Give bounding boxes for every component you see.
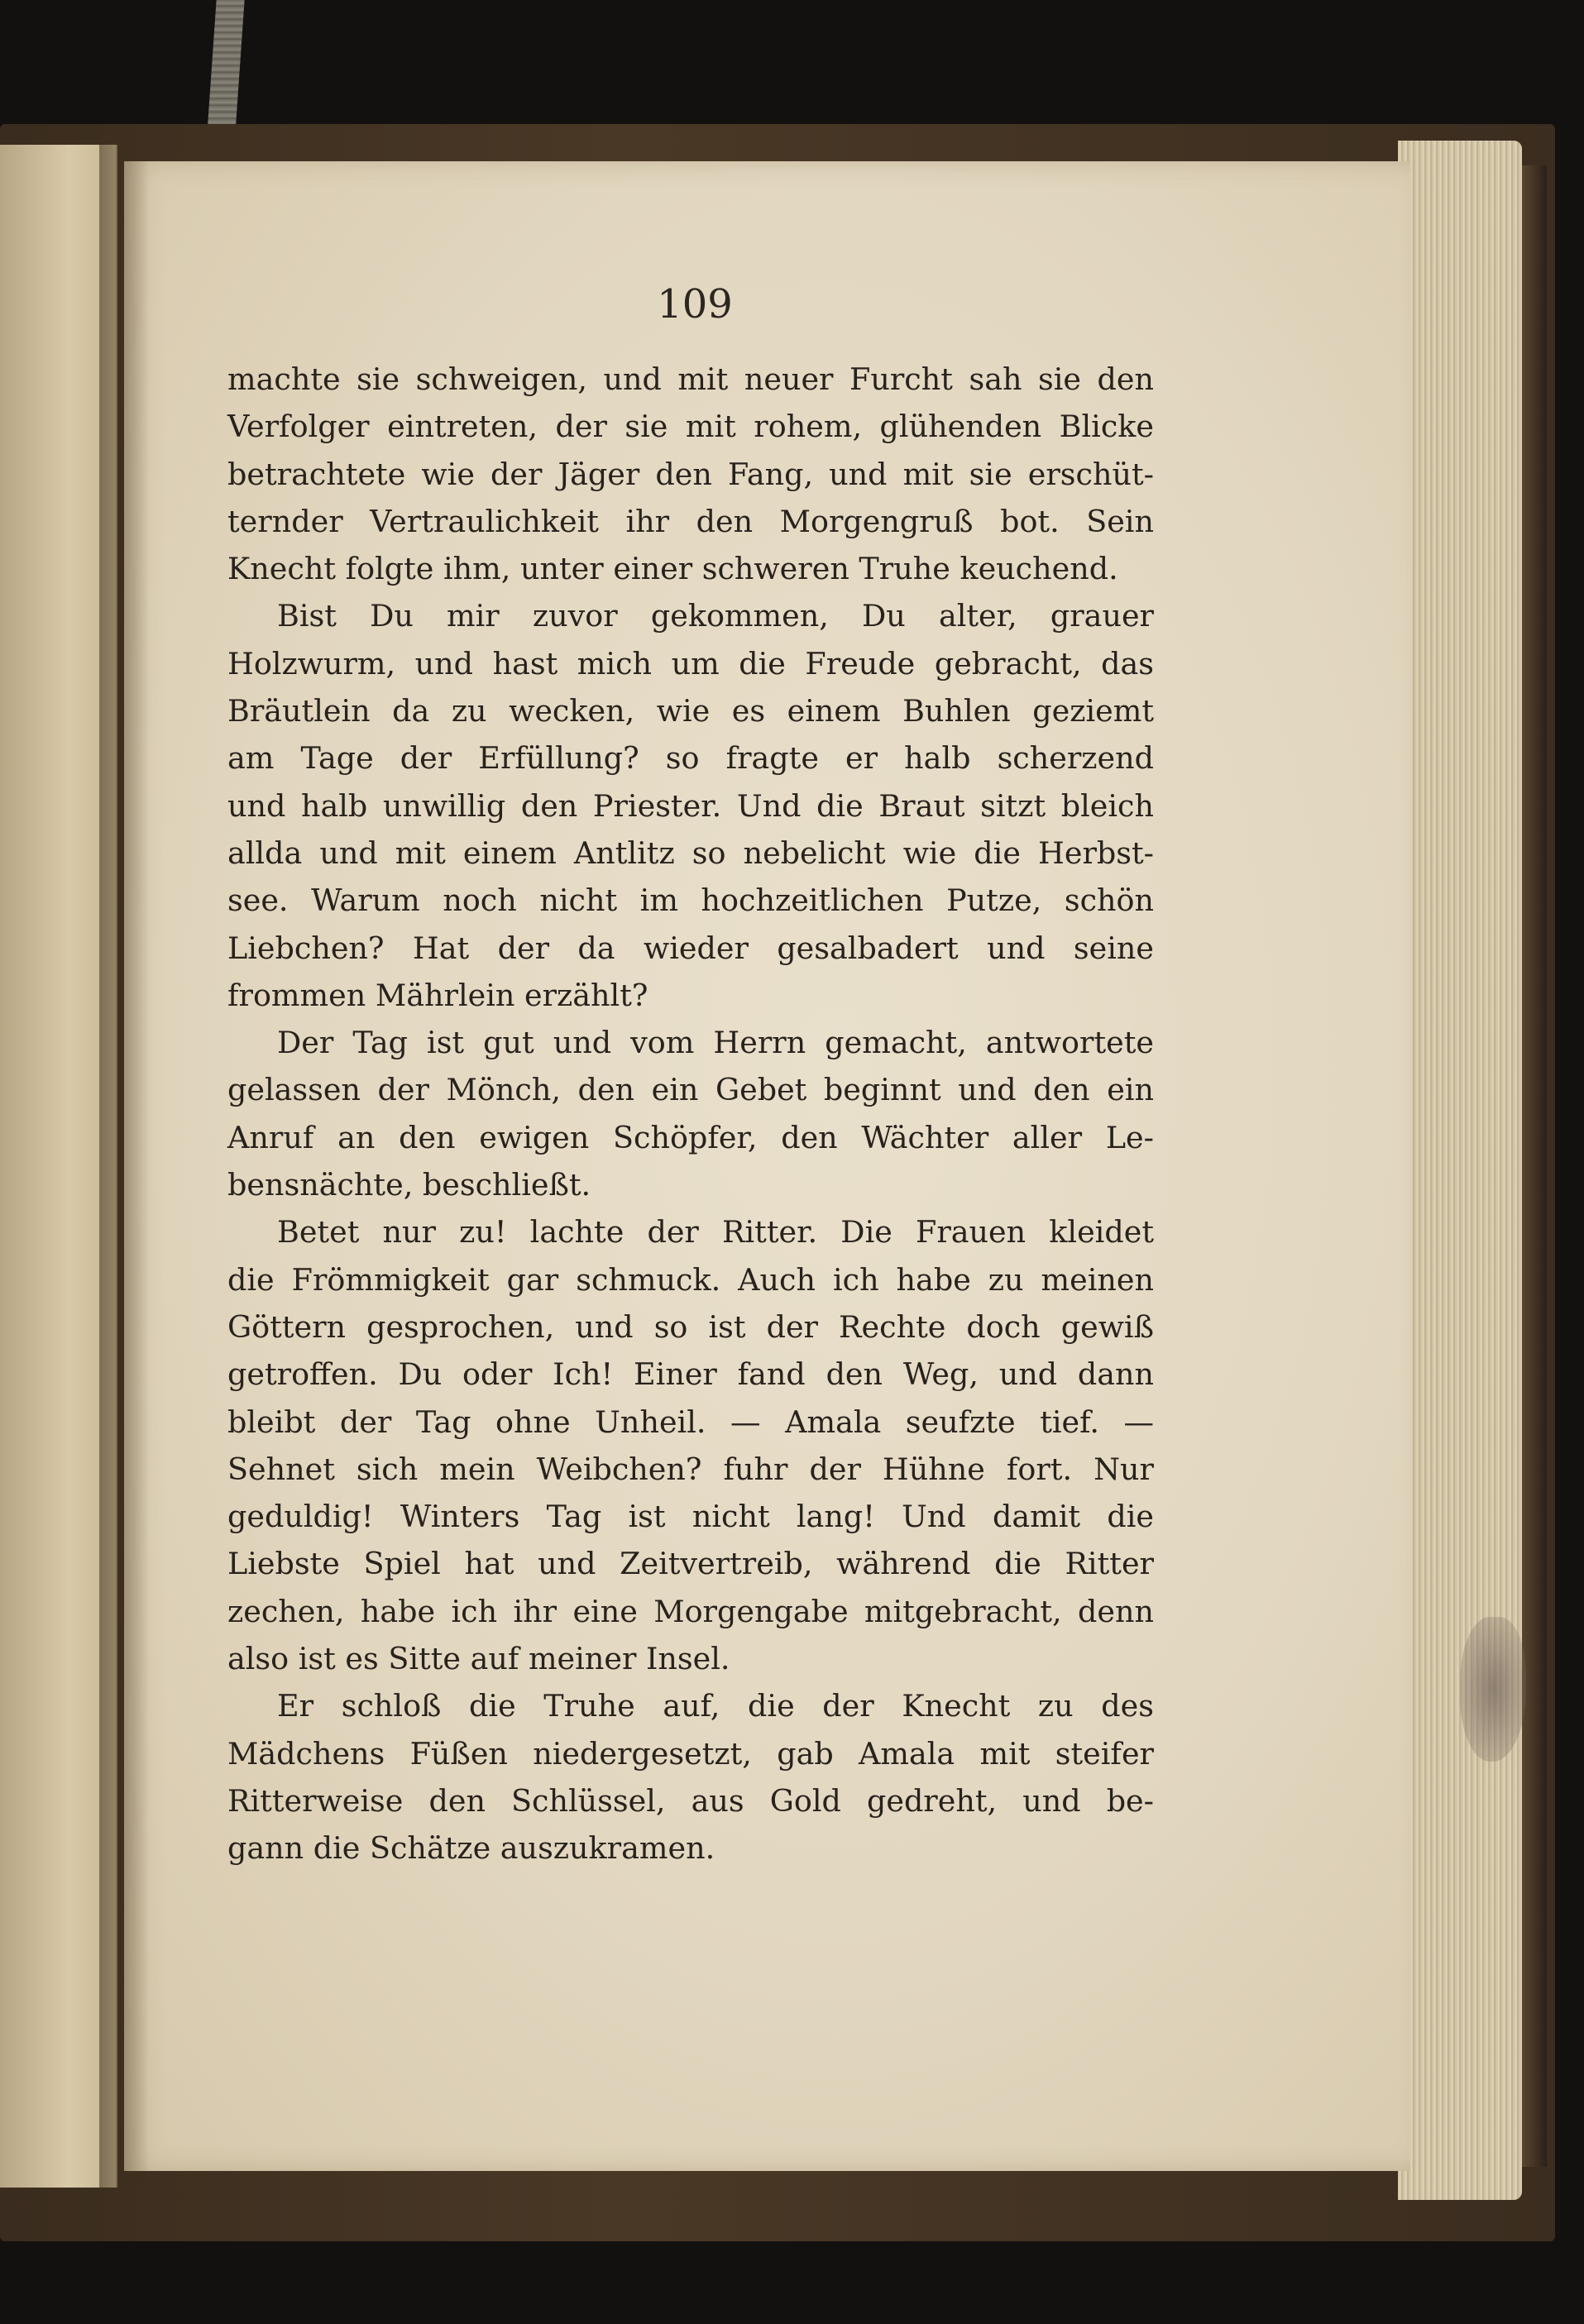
text-line: Bist Du mir zuvor gekommen, Du alter, grauer [277, 598, 1154, 634]
text-line: zechen, habe ich ihr eine Morgengabe mitgebracht, denn [227, 1593, 1154, 1629]
text-line: machte sie schweigen, und mit neuer Furcht sah sie den [227, 361, 1154, 397]
text-line: geduldig! Winters Tag ist nicht lang! Und damit die [227, 1499, 1154, 1535]
text-line: ternder Vertraulichkeit ihr den Morgengruß bot. Sein [227, 503, 1154, 539]
gutter-shadow [99, 145, 149, 2188]
text-line: allda und mit einem Antlitz so nebelicht wie die Herbst- [227, 834, 1154, 871]
text-line: am Tage der Erfüllung? so fragte er halb scherzend [227, 740, 1154, 777]
text-line: see. Warum noch nicht im hochzeitlichen Putze, schön [227, 882, 1154, 919]
text-line: Er schloß die Truhe auf, die der Knecht zu des [277, 1688, 1154, 1724]
text-line: die Frömmigkeit gar schmuck. Auch ich habe zu meinen [227, 1261, 1154, 1298]
water-stain [1460, 1617, 1526, 1762]
text-line: Mädchens Füßen niedergesetzt, gab Amala mit steifer [227, 1735, 1154, 1772]
text-line: Bräutlein da zu wecken, wie es einem Buhlen geziemt [227, 693, 1154, 729]
text-line: Sehnet sich mein Weibchen? fuhr der Hühne fort. Nur [227, 1451, 1154, 1487]
text-line: Anruf an den ewigen Schöpfer, den Wächter aller Le- [227, 1119, 1154, 1155]
text-line: gelassen der Mönch, den ein Gebet beginnt und den ein [227, 1072, 1154, 1108]
text-line: Knecht folgte ihm, unter einer schweren Truhe keuchend. [227, 551, 1118, 587]
text-line: frommen Mährlein erzählt? [227, 977, 648, 1013]
text-line: Holzwurm, und hast mich um die Freude gebracht, das [227, 645, 1154, 681]
text-line: und halb unwillig den Priester. Und die Braut sitzt bleich [227, 787, 1154, 824]
page-edges [1398, 141, 1522, 2200]
text-line: Betet nur zu! lachte der Ritter. Die Frauen kleidet [277, 1214, 1154, 1250]
text-line: getroffen. Du oder Ich! Einer fand den Weg, und dann [227, 1356, 1154, 1393]
text-line: bensnächte, beschließt. [227, 1167, 591, 1203]
text-line: also ist es Sitte auf meiner Insel. [227, 1641, 730, 1677]
text-line: Liebchen? Hat der da wieder gesalbadert und seine [227, 930, 1154, 966]
text-line: bleibt der Tag ohne Unheil. — Amala seufzte tief. — [227, 1403, 1154, 1440]
body-text [227, 356, 1154, 1872]
text-line: Der Tag ist gut und vom Herrn gemacht, antwortete [277, 1025, 1154, 1061]
text-line: betrachtete wie der Jäger den Fang, und mit sie erschüt- [227, 456, 1154, 492]
text-line: Liebste Spiel hat und Zeitvertreib, während die Ritter [227, 1546, 1154, 1582]
text-line: Verfolger eintreten, der sie mit rohem, glühenden Blicke [227, 409, 1154, 445]
cover-edge [1522, 165, 1547, 2167]
text-line: Göttern gesprochen, und so ist der Rechte doch gewiß [227, 1308, 1154, 1345]
text-line: gann die Schätze auszukramen. [227, 1830, 715, 1867]
page-number: 109 [657, 281, 733, 328]
text-line: Ritterweise den Schlüssel, aus Gold gedreht, und be- [227, 1782, 1154, 1819]
